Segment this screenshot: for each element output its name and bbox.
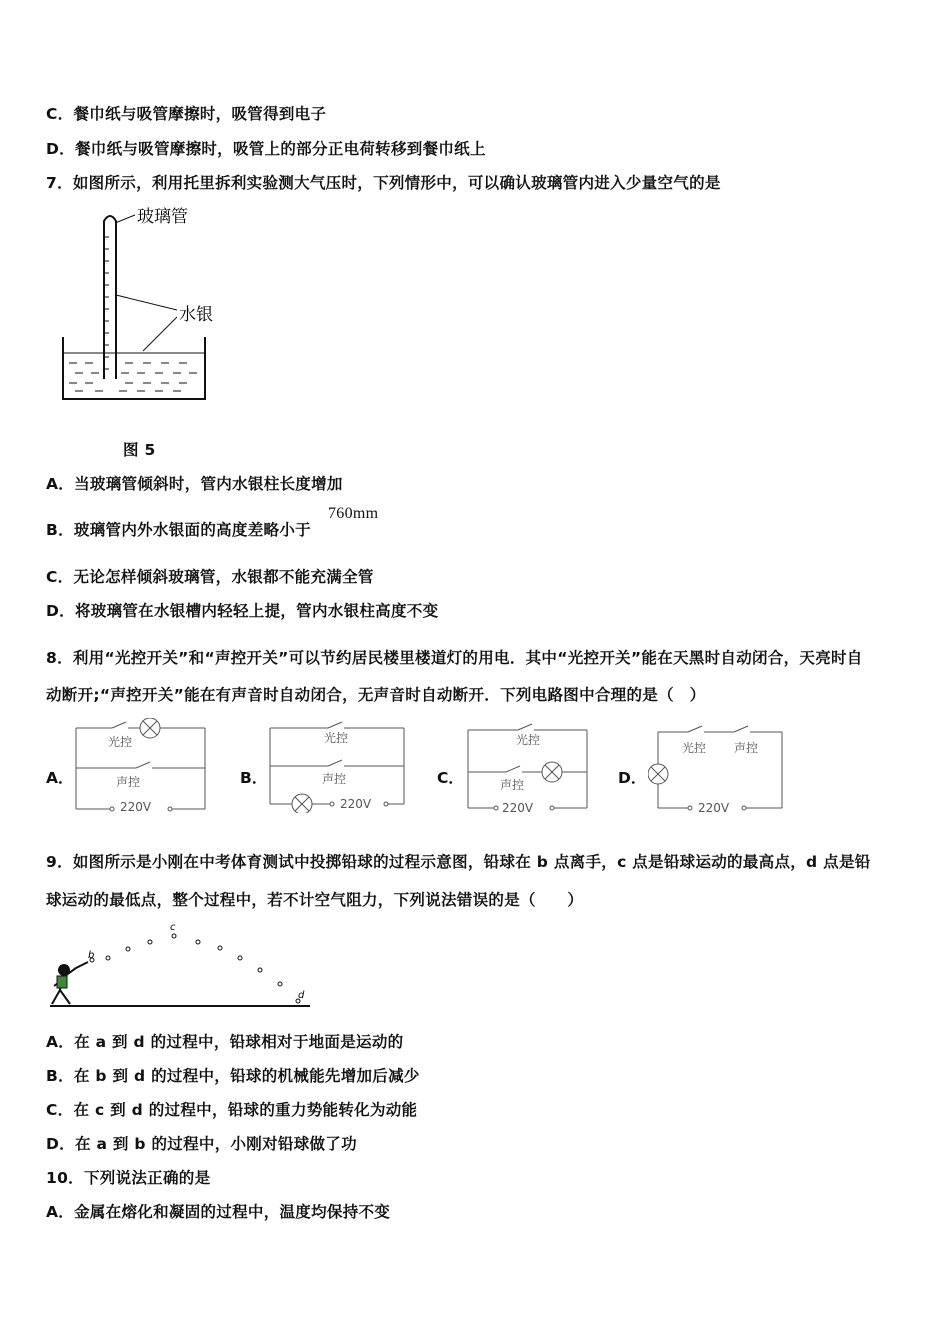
q7-figure-caption: 图 5: [123, 441, 156, 459]
q7-option-d: D．将玻璃管在水银槽内轻轻上提，管内水银柱高度不变: [46, 602, 439, 620]
circuit-b-voltage-label: 220V: [340, 797, 372, 811]
circuit-b: [268, 718, 408, 813]
q6-option-c: C．餐巾纸与吸管摩擦时，吸管得到电子: [46, 105, 327, 123]
circuit-b-sound-label: 声控: [322, 772, 347, 786]
shot-put-figure: [48, 922, 318, 1012]
circuit-a-sound-label: 声控: [116, 775, 141, 789]
q8-option-d-letter: D．: [618, 769, 647, 787]
athlete-icon: [52, 962, 88, 1004]
point-c-label: c: [170, 922, 176, 933]
q9-option-a: A．在 a 到 d 的过程中，铅球相对于地面是运动的: [46, 1033, 404, 1051]
circuit-d-light-label: 光控: [682, 741, 707, 755]
q9-option-d: D．在 a 到 b 的过程中，小刚对铅球做了功: [46, 1135, 357, 1153]
circuit-c: [466, 722, 591, 815]
q9-stem-line2: 球运动的最低点，整个过程中，若不计空气阻力，下列说法错误的是（ ）: [46, 891, 584, 909]
q7-option-a: A．当玻璃管倾斜时，管内水银柱长度增加: [46, 475, 343, 493]
circuit-b-light-label: 光控: [324, 731, 349, 745]
q8-option-a-letter: A．: [46, 769, 74, 787]
q9-option-b: B．在 b 到 d 的过程中，铅球的机械能先增加后减少: [46, 1067, 420, 1085]
point-b-label: b: [88, 950, 95, 961]
circuit-d-voltage-label: 220V: [698, 801, 730, 815]
tube-label: 玻璃管: [137, 207, 188, 227]
q8-option-c-letter: C．: [437, 769, 464, 787]
q9-option-c: C．在 c 到 d 的过程中，铅球的重力势能转化为动能: [46, 1101, 418, 1119]
torricelli-figure: [55, 205, 255, 405]
q7-option-c: C．无论怎样倾斜玻璃管，水银都不能充满全管: [46, 568, 374, 586]
q10-option-a: A．金属在熔化和凝固的过程中，温度均保持不变: [46, 1203, 391, 1221]
circuit-c-light-label: 光控: [516, 733, 541, 747]
circuit-d-sound-label: 声控: [734, 741, 759, 755]
circuit-a: [74, 718, 209, 813]
q8-option-b-letter: B．: [240, 769, 268, 787]
circuit-c-sound-label: 声控: [500, 778, 525, 792]
circuit-a-light-label: 光控: [108, 735, 133, 749]
q7-option-b: B．玻璃管内外水银面的高度差略小于: [46, 521, 311, 539]
q8-stem-line2: 动断开;“声控开关”能在有声音时自动闭合，无声音时自动断开．下列电路图中合理的是（ ）: [46, 686, 706, 704]
circuit-d: [648, 722, 788, 815]
q7-option-b-value: 760mm: [328, 505, 379, 522]
q9-stem-line1: 9．如图所示是小刚在中考体育测试中投掷铅球的过程示意图，铅球在 b 点离手，c 点是铅球运动的最高点，d 点是铅: [46, 853, 871, 871]
q10-stem: 10．下列说法正确的是: [46, 1169, 211, 1187]
circuit-a-voltage-label: 220V: [120, 800, 152, 813]
q6-option-d: D．餐巾纸与吸管摩擦时，吸管上的部分正电荷转移到餐巾纸上: [46, 140, 486, 158]
mercury-label: 水银: [179, 305, 213, 325]
q7-stem: 7．如图所示，利用托里拆利实验测大气压时，下列情形中，可以确认玻璃管内进入少量空气的是: [46, 174, 721, 192]
circuit-c-voltage-label: 220V: [502, 801, 534, 815]
point-d-label: d: [298, 990, 305, 1001]
q8-stem-line1: 8．利用“光控开关”和“声控开关”可以节约居民楼里楼道灯的用电．其中“光控开关”能在天黑时自动闭合，天亮时自: [46, 649, 863, 667]
